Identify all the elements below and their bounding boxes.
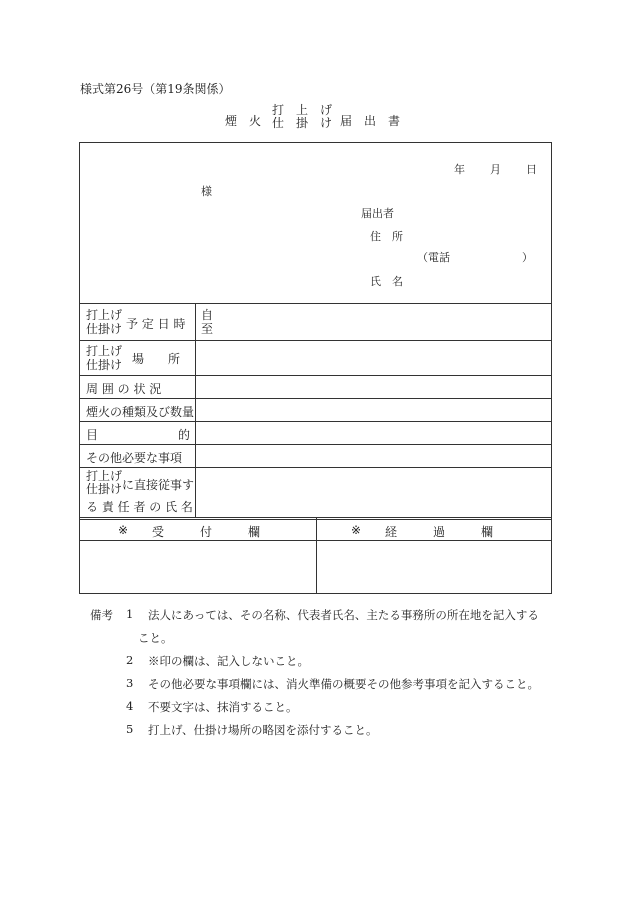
divider-row3: [80, 398, 551, 399]
note-5-text: 打上げ、仕掛け場所の略図を添付すること。: [148, 723, 378, 737]
place-label-top: 打上げ: [86, 344, 123, 358]
responsible-label-bottom: 仕掛け: [86, 482, 123, 496]
reception-label: 受 付 欄: [152, 525, 261, 539]
schedule-label-top: 打上げ: [86, 308, 123, 322]
note-3-text: その他必要な事項欄には、消火準備の概要その他参考事項を記入すること。: [148, 677, 539, 691]
divider-row1: [80, 340, 551, 341]
title-stack: [272, 104, 332, 130]
title-stack-bottom: 仕 掛 け: [272, 116, 333, 130]
note-2-text: ※印の欄は、記入しないこと。: [148, 654, 309, 668]
place-label: 場 所: [132, 352, 181, 366]
notes-heading: 備考: [90, 608, 113, 622]
phone-open: （電話: [417, 251, 450, 264]
responsible-label-line2: る 責 任 者 の 氏 名: [86, 500, 193, 514]
responsible-label-stack: [86, 470, 122, 496]
notifier-label: 届出者: [361, 207, 394, 220]
responsible-label-top: 打上げ: [86, 469, 123, 483]
title-stack-top: 打 上 げ: [272, 103, 333, 117]
progress-mark: ※: [351, 523, 362, 537]
divider-header: [80, 303, 551, 304]
name-label: 氏 名: [370, 275, 403, 288]
note-4-number: 4: [126, 699, 134, 713]
fireworks-type-label: 煙火の種類及び数量: [86, 405, 195, 419]
note-5-number: 5: [126, 722, 134, 736]
note-1-number: 1: [126, 607, 134, 621]
form-number: 様式第26号（第19条関係）: [80, 82, 231, 96]
schedule-from: 自: [201, 308, 214, 322]
date-year: 年: [454, 163, 465, 176]
reception-mark: ※: [118, 523, 129, 537]
divider-row6: [80, 467, 551, 468]
schedule-label-stack: [86, 308, 122, 336]
divider-row5: [80, 444, 551, 445]
phone-close: ）: [522, 251, 533, 264]
responsible-label-cont: に直接従事す: [122, 478, 195, 492]
schedule-label: 予 定 日 時: [126, 317, 186, 331]
date-month: 月: [490, 163, 501, 176]
note-1-text: 法人にあっては、その名称、代表者氏名、主たる事務所の所在地を記入する: [148, 608, 539, 622]
note-4-text: 不要文字は、抹消すること。: [148, 700, 298, 714]
date-day: 日: [526, 163, 537, 176]
progress-label: 経 過 欄: [385, 525, 494, 539]
divider-row2: [80, 375, 551, 376]
addressee-sama: 様: [201, 185, 212, 198]
purpose-label-right: 的: [178, 428, 191, 442]
divider-row4: [80, 421, 551, 422]
title-part-notification: 届 出 書: [340, 114, 401, 128]
place-label-bottom: 仕掛け: [86, 358, 123, 372]
schedule-to: 至: [201, 322, 214, 336]
note-2-number: 2: [126, 653, 134, 667]
form-table: [79, 142, 552, 594]
note-3-number: 3: [126, 676, 134, 690]
note-1-continuation: こと。: [138, 631, 173, 645]
address-label: 住 所: [370, 230, 403, 243]
place-label-stack: [86, 344, 122, 372]
surroundings-label: 周 囲 の 状 況: [86, 382, 162, 396]
bottom-column-divider: [316, 518, 317, 593]
other-label: その他必要な事項: [86, 451, 183, 465]
schedule-range: [201, 308, 213, 336]
schedule-label-bottom: 仕掛け: [86, 322, 123, 336]
label-column-divider: [195, 303, 196, 518]
purpose-label-left: 目: [86, 428, 99, 442]
title-part-fireworks: 煙 火: [225, 114, 262, 128]
